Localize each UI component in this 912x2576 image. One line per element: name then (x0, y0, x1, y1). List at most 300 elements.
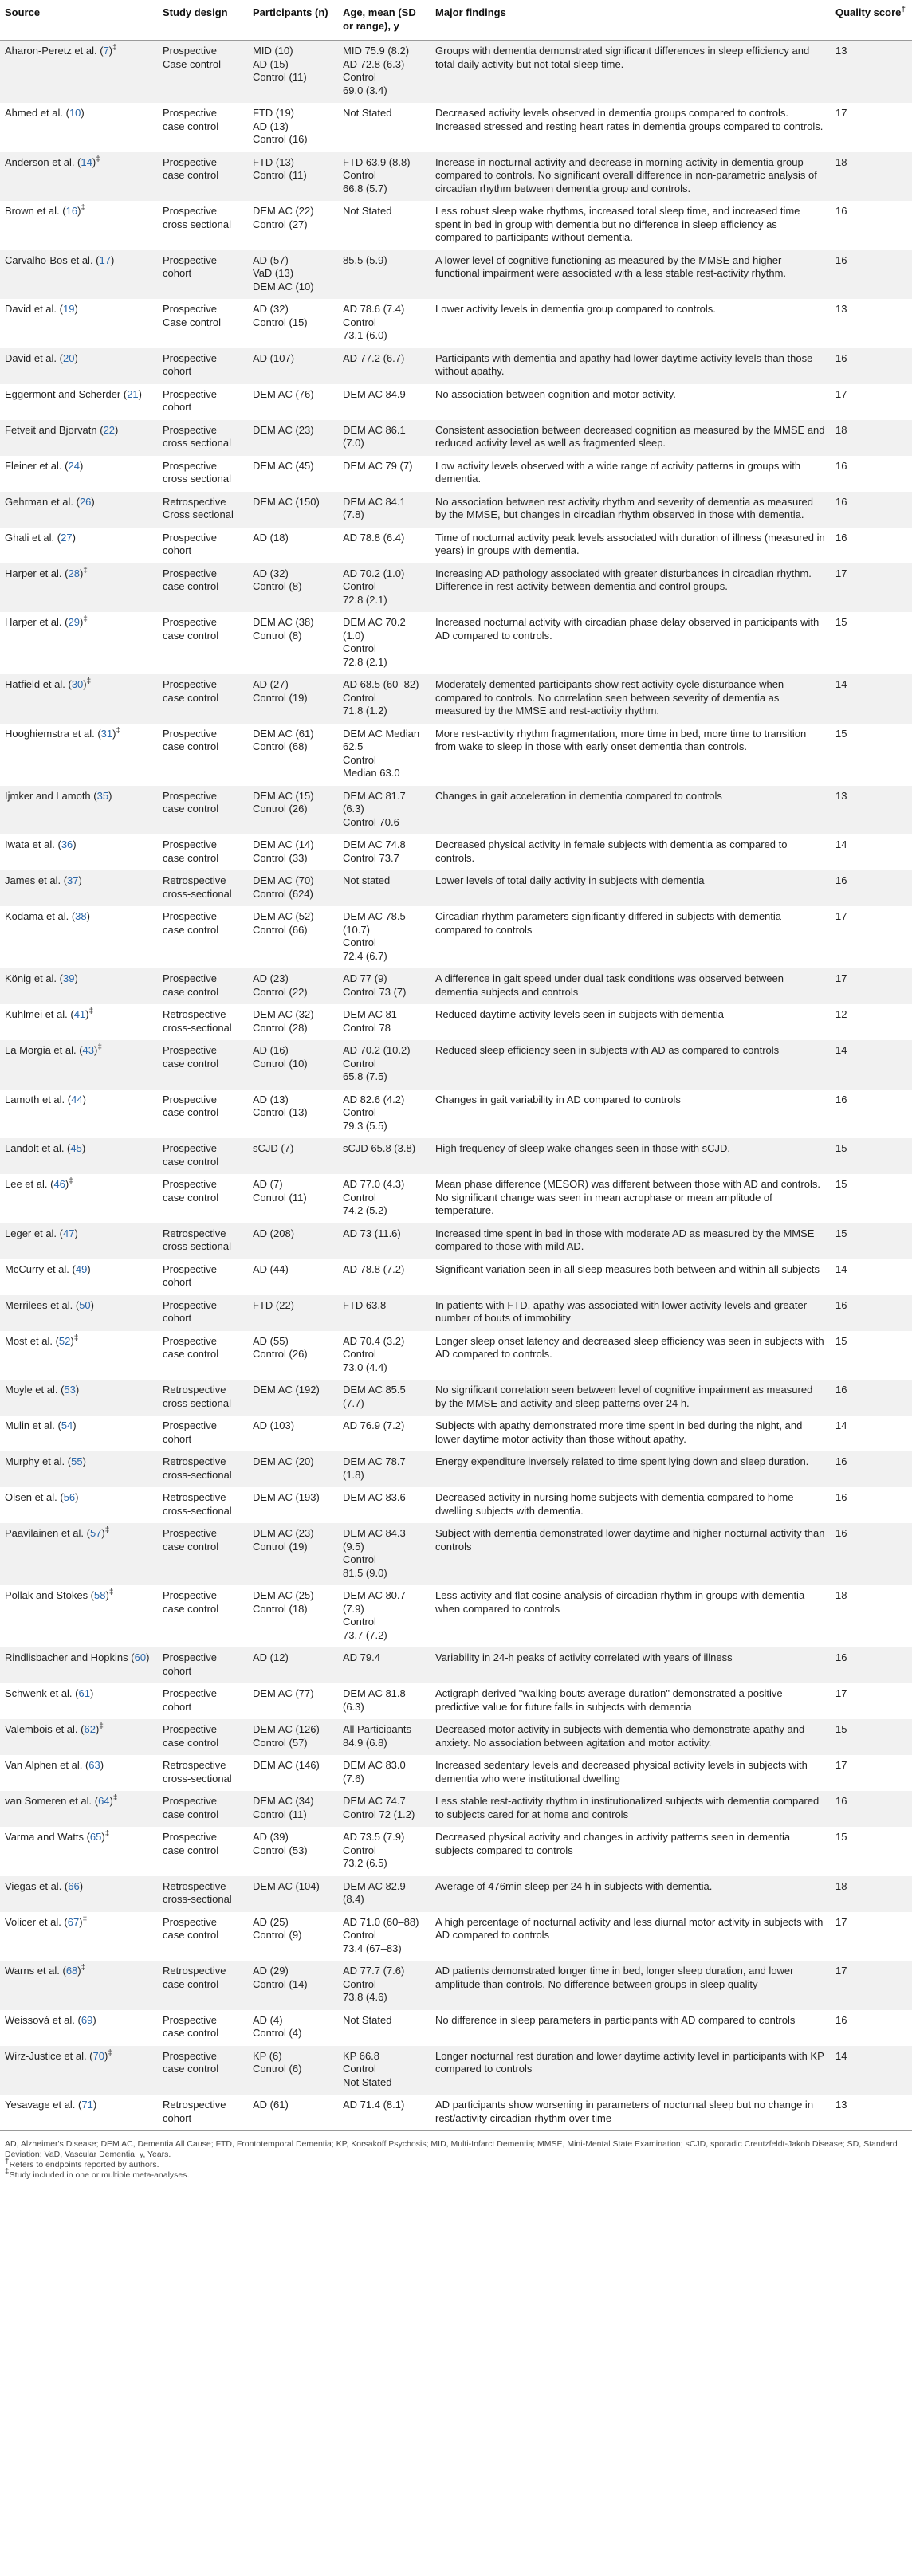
meta-analysis-marker: ‡ (69, 1176, 73, 1186)
reference-link[interactable]: 22 (103, 423, 116, 436)
cell-age: DEM AC 83.6 (343, 1491, 406, 1503)
reference-link[interactable]: 66 (68, 1879, 80, 1892)
reference-link[interactable]: 70 (92, 2049, 104, 2062)
reference-link[interactable]: 71 (81, 2099, 93, 2111)
cell-quality-score: 16 (831, 1647, 912, 1683)
source-close-paren: ) (81, 107, 85, 119)
cell-study-design: Prospective cohort (158, 348, 248, 384)
header-quality-score-label: Quality score (835, 6, 902, 18)
cell-quality-score: 18 (831, 1876, 912, 1912)
table-row (0, 1090, 912, 1139)
source-close-paren: ) (101, 1527, 105, 1539)
reference-link[interactable]: 31 (100, 727, 113, 740)
source-close-paren: ) (79, 1879, 84, 1892)
cell-participants: FTD (13) Control (11) (248, 152, 338, 202)
source-close-paren: ) (100, 1759, 104, 1771)
cell-quality-score: 15 (835, 1178, 847, 1190)
source-author: Most et al. ( (5, 1334, 59, 1347)
header-quality-score (831, 0, 912, 41)
source-close-paren: ) (74, 351, 78, 364)
cell-source (0, 1791, 158, 1827)
cell-age: DEM AC 79 (7) (343, 459, 413, 472)
source-author: Fleiner et al. ( (5, 459, 69, 472)
header-source: Source (0, 0, 158, 41)
source-close-paren: ) (81, 1142, 86, 1154)
cell-source (0, 250, 158, 300)
cell-study-design: Prospective cohort (163, 1262, 217, 1288)
cell-source (0, 1451, 158, 1487)
table-row (0, 1040, 912, 1090)
reference-link[interactable]: 49 (75, 1262, 88, 1275)
source-author: Landolt et al. ( (5, 1142, 71, 1154)
source-author: Merrilees et al. ( (5, 1298, 80, 1311)
cell-study-design: Prospective Case control (158, 41, 248, 104)
reference-link[interactable]: 57 (89, 1527, 102, 1539)
reference-link[interactable]: 63 (88, 1759, 100, 1771)
cell-age: FTD 63.9 (8.8) Control 66.8 (5.7) (338, 152, 430, 202)
reference-link[interactable]: 36 (61, 838, 73, 850)
cell-quality-score: 17 (831, 564, 912, 613)
cell-participants: DEM AC (126) Control (57) (248, 1719, 338, 1755)
cell-participants: KP (6) Control (6) (248, 2046, 338, 2095)
cell-study-design: Retrospective cross-sectional (158, 870, 248, 906)
cell-quality-score: 16 (831, 250, 912, 300)
cell-participants: DEM AC (61) Control (68) (253, 727, 314, 752)
reference-link[interactable]: 62 (84, 1723, 96, 1735)
cell-source (0, 1523, 158, 1585)
reference-link[interactable]: 68 (65, 1965, 78, 1977)
table-footnotes (0, 2131, 912, 2181)
cell-major-findings: Variability in 24-h peaks of activity correlated with years of illness (430, 1647, 831, 1683)
cell-study-design: Prospective cross sectional (163, 459, 231, 485)
cell-age: DEM AC 81.8 (6.3) (343, 1687, 406, 1713)
table-row (0, 384, 912, 420)
source-author: Aharon-Peretz et al. ( (5, 45, 104, 57)
table-row (0, 2010, 912, 2046)
source-author: David et al. ( (5, 351, 63, 364)
reference-link[interactable]: 21 (127, 387, 139, 400)
source-author: Olsen et al. ( (5, 1491, 64, 1503)
cell-age: DEM AC 85.5 (7.7) (338, 1380, 430, 1416)
source-author: James et al. ( (5, 874, 68, 886)
cell-age: DEM AC 74.7 Control 72 (1.2) (338, 1791, 430, 1827)
source-author: Warns et al. ( (5, 1965, 66, 1977)
cell-quality-score: 17 (835, 387, 847, 400)
cell-study-design: Retrospective case control (158, 1961, 248, 2010)
reference-link[interactable]: 7 (103, 45, 109, 57)
source-author: Eggermont and Scherder ( (5, 387, 128, 400)
source-author: David et al. ( (5, 303, 63, 315)
reference-link[interactable]: 35 (96, 789, 109, 802)
cell-major-findings: Reduced daytime activity levels seen in subjects with dementia (435, 1008, 725, 1020)
reference-link[interactable]: 52 (58, 1334, 71, 1347)
cell-participants: DEM AC (23) Control (19) (248, 1523, 338, 1585)
source-close-paren: ) (75, 1491, 79, 1503)
cell-major-findings: Moderately demented participants show rest activity cycle disturbance when compared to controls. No correlation seen between severity of dementia as measured by the MMSE and rest-activity rhythm. (430, 674, 831, 724)
cell-study-design: Prospective case control (158, 2046, 248, 2095)
cell-quality-score: 16 (835, 1491, 847, 1503)
cell-study-design: Prospective case control (163, 1831, 219, 1856)
cell-quality-score: 16 (831, 348, 912, 384)
cell-age: AD 77.2 (6.7) (338, 348, 430, 384)
reference-link[interactable]: 38 (75, 910, 87, 922)
table-row (0, 456, 912, 492)
cell-participants: AD (23) Control (22) (248, 968, 338, 1004)
cell-quality-score: 14 (831, 674, 912, 724)
cell-age: DEM AC 82.9 (8.4) (338, 1876, 430, 1912)
reference-link[interactable]: 44 (71, 1093, 83, 1105)
reference-link[interactable]: 61 (78, 1687, 90, 1699)
cell-age: Not Stated (343, 2013, 392, 2026)
reference-link[interactable]: 41 (73, 1008, 86, 1020)
source-author: Gehrman et al. ( (5, 495, 80, 508)
cell-quality-score: 17 (835, 1915, 847, 1928)
cell-source (0, 1755, 158, 1791)
cell-age: AD 77.7 (7.6) Control 73.8 (4.6) (338, 1961, 430, 2010)
meta-analysis-marker: ‡ (108, 2048, 112, 2058)
reference-link[interactable]: 58 (94, 1589, 106, 1601)
reference-link[interactable]: 19 (62, 303, 75, 315)
cell-age: AD 70.2 (1.0) Control 72.8 (2.1) (338, 564, 430, 613)
table-row (0, 299, 912, 348)
source-close-paren: ) (74, 972, 78, 984)
source-author: Ijmker and Lamoth ( (5, 789, 97, 802)
cell-study-design: Prospective case control (158, 1040, 248, 1090)
cell-study-design: Prospective case control (158, 1791, 248, 1827)
meta-analysis-marker: ‡ (83, 566, 88, 575)
cell-major-findings: A lower level of cognitive functioning as measured by the MMSE and higher functional impairment were associated with a less stable rest-activity rhythm. (430, 250, 831, 300)
header-age: Age, mean (SD or range), y (338, 0, 430, 41)
cell-study-design: Prospective cross sectional (158, 420, 248, 456)
cell-participants: DEM AC (70) Control (624) (248, 870, 338, 906)
cell-major-findings: AD participants show worsening in parameters of nocturnal sleep but no change in rest/activity circadian rhythm over time (430, 2095, 831, 2131)
source-close-paren: ) (90, 1298, 95, 1311)
cell-participants: AD (107) (248, 348, 338, 384)
cell-study-design: Retrospective cross-sectional (158, 1451, 248, 1487)
footnote-dagger-text: Refers to endpoints reported by authors. (9, 2160, 159, 2170)
cell-study-design: Prospective case control (158, 1719, 248, 1755)
source-author: Kuhlmei et al. ( (5, 1008, 74, 1020)
dagger-marker: † (901, 5, 906, 14)
cell-age: AD 73.5 (7.9) Control 73.2 (6.5) (343, 1831, 405, 1869)
source-author: Hooghiemstra et al. ( (5, 727, 101, 740)
cell-participants: FTD (22) (248, 1295, 338, 1331)
cell-major-findings: Actigraph derived "walking bouts average duration" demonstrated a positive predictive value for future falls in subjects with dementia (435, 1687, 783, 1713)
source-close-paren: ) (115, 423, 119, 436)
source-close-paren: ) (83, 678, 87, 690)
reference-link[interactable]: 39 (63, 972, 75, 984)
source-author: Lamoth et al. ( (5, 1093, 72, 1105)
cell-study-design: Prospective cohort (158, 1295, 248, 1331)
cell-age: DEM AC 86.1 (7.0) (338, 420, 430, 456)
cell-major-findings: Mean phase difference (MESOR) was different between those with AD and controls. No significant change was seen in mean acrophase or mean amplitude of temperature. (435, 1178, 820, 1216)
cell-major-findings: Longer nocturnal rest duration and lower daytime activity level in participants with KP compared to controls (430, 2046, 831, 2095)
source-close-paren: ) (91, 495, 95, 508)
cell-quality-score: 16 (835, 205, 847, 217)
cell-study-design: Prospective case control (163, 838, 219, 864)
cell-age: DEM AC 80.7 (7.9) Control 73.7 (7.2) (343, 1589, 406, 1641)
source-close-paren: ) (74, 303, 78, 315)
table-body (0, 41, 912, 2131)
cell-participants: AD (57) VaD (13) DEM AC (10) (248, 250, 338, 300)
source-author: Varma and Watts ( (5, 1831, 90, 1843)
cell-participants: AD (4) Control (4) (253, 2013, 302, 2039)
cell-age: AD 70.4 (3.2) Control 73.0 (4.4) (343, 1334, 405, 1373)
cell-quality-score: 16 (835, 459, 847, 472)
table-row (0, 1451, 912, 1487)
meta-analysis-marker: ‡ (81, 203, 85, 213)
cell-participants: DEM AC (45) (253, 459, 314, 472)
reference-link[interactable]: 29 (68, 616, 80, 628)
reference-link[interactable]: 55 (71, 1455, 83, 1467)
cell-major-findings: Decreased motor activity in subjects with dementia who demonstrate apathy and anxiety. No association between agitation and motor activity. (430, 1719, 831, 1755)
source-author: Iwata et al. ( (5, 838, 61, 850)
cell-study-design: Prospective case control (158, 1523, 248, 1585)
cell-quality-score: 15 (835, 1334, 847, 1347)
cell-quality-score: 17 (835, 910, 847, 922)
meta-analysis-marker: ‡ (82, 1914, 88, 1924)
reference-link[interactable]: 16 (65, 205, 78, 217)
cell-age: DEM AC 78.7 (1.8) (338, 1451, 430, 1487)
reference-link[interactable]: 53 (64, 1384, 76, 1396)
cell-source (0, 41, 158, 104)
cell-participants: DEM AC (192) (248, 1380, 338, 1416)
cell-study-design: Prospective Case control (163, 303, 221, 328)
source-author: McCurry et al. ( (5, 1262, 76, 1275)
cell-study-design: Retrospective cohort (158, 2095, 248, 2131)
cell-quality-score: 16 (831, 1380, 912, 1416)
cell-quality-score: 16 (835, 2013, 847, 2026)
cell-study-design: Prospective case control (163, 1589, 219, 1615)
reference-link[interactable]: 28 (68, 567, 80, 579)
cell-major-findings: No difference in sleep parameters in participants with AD compared to controls (435, 2013, 796, 2026)
source-close-paren: ) (108, 45, 113, 57)
cell-age: AD 78.8 (6.4) (343, 531, 405, 544)
cell-major-findings: Less robust sleep wake rhythms, increased total sleep time, and increased time spent in bed in group with dementia but no difference in sleep efficiency as compared to participants without dementia. (435, 205, 800, 243)
cell-source (0, 492, 158, 528)
cell-participants: AD (55) Control (26) (253, 1334, 308, 1360)
cell-source (0, 2010, 158, 2046)
cell-study-design: Prospective case control (163, 1915, 219, 1941)
cell-source (0, 1174, 158, 1223)
table-row (0, 201, 912, 250)
cell-major-findings: AD patients demonstrated longer time in bed, longer sleep duration, and lower amplitude than controls. No difference between groups in sleep quality (430, 1961, 831, 2010)
meta-analysis-marker: ‡ (108, 1588, 114, 1597)
source-close-paren: ) (92, 155, 96, 168)
source-author: Wirz-Justice et al. ( (5, 2049, 93, 2062)
reference-link[interactable]: 56 (63, 1491, 76, 1503)
table-row (0, 968, 912, 1004)
cell-quality-score: 16 (831, 870, 912, 906)
cell-age: DEM AC 84.3 (9.5) Control 81.5 (9.0) (338, 1523, 430, 1585)
cell-quality-score: 15 (831, 1138, 912, 1174)
cell-source (0, 1487, 158, 1523)
source-author: Leger et al. ( (5, 1227, 63, 1239)
source-author: Ghali et al. ( (5, 531, 61, 544)
reference-link[interactable]: 65 (89, 1831, 102, 1843)
header-major-findings: Major findings (430, 0, 831, 41)
cell-quality-score: 16 (835, 531, 847, 544)
cell-source (0, 1647, 158, 1683)
cell-quality-score: 16 (835, 1093, 847, 1105)
reference-link[interactable]: 69 (81, 2013, 93, 2026)
reference-link[interactable]: 47 (63, 1227, 75, 1239)
reference-link[interactable]: 20 (62, 351, 75, 364)
cell-major-findings: Energy expenditure inversely related to time spent lying down and sleep duration. (430, 1451, 831, 1487)
cell-major-findings: High frequency of sleep wake changes seen in those with sCJD. (430, 1138, 831, 1174)
cell-source (0, 870, 158, 906)
cell-source (0, 103, 158, 152)
table-row (0, 724, 912, 786)
meta-analysis-marker: ‡ (81, 1963, 86, 1973)
cell-study-design: Prospective cohort (158, 1647, 248, 1683)
meta-analysis-marker: ‡ (88, 1007, 94, 1016)
cell-study-design: Prospective case control (163, 2013, 219, 2039)
cell-quality-score: 15 (831, 1223, 912, 1259)
reference-link[interactable]: 45 (70, 1142, 82, 1154)
table-row (0, 1961, 912, 2010)
cell-major-findings: Increasing AD pathology associated with greater disturbances in circadian rhythm. Difference in rest-activity between dementia and control groups. (430, 564, 831, 613)
table-row (0, 420, 912, 456)
source-author: Ahmed et al. ( (5, 107, 69, 119)
cell-study-design: Prospective cross sectional (163, 205, 231, 230)
cell-study-design: Prospective case control (158, 674, 248, 724)
cell-major-findings: A difference in gait speed under dual task conditions was observed between dementia subjects and controls (430, 968, 831, 1004)
cell-age: DEM AC 81 Control 78 (343, 1008, 397, 1034)
cell-source (0, 1090, 158, 1139)
table-row (0, 250, 912, 300)
table-row (0, 2095, 912, 2131)
cell-source (0, 1331, 158, 1380)
reference-link[interactable]: 17 (99, 253, 111, 266)
reference-link[interactable]: 27 (61, 531, 73, 544)
table-row (0, 564, 912, 613)
cell-study-design: Prospective cohort (163, 1687, 217, 1713)
reference-link[interactable]: 67 (67, 1915, 80, 1928)
table-row (0, 2046, 912, 2095)
cell-major-findings: Increase in nocturnal activity and decrease in morning activity in dementia group compared to controls. No significant overall difference in non-parametric analysis of circadian rhythm between dementia group and controls. (430, 152, 831, 202)
cell-major-findings: Increased sedentary levels and decreased physical activity levels in subjects with dementia who were institutional dwelling (435, 1759, 808, 1785)
cell-study-design: Retrospective cross-sectional (163, 1759, 232, 1785)
cell-participants: DEM AC (34) Control (11) (248, 1791, 338, 1827)
cell-participants: DEM AC (25) Control (18) (253, 1589, 314, 1615)
reference-link[interactable]: 60 (134, 1651, 147, 1663)
source-close-paren: ) (73, 1420, 77, 1431)
cell-study-design: Retrospective cross-sectional (163, 1008, 232, 1034)
source-author: Kodama et al. ( (5, 910, 76, 922)
reference-link[interactable]: 10 (69, 107, 81, 119)
cell-major-findings: Increased time spent in bed in those with moderate AD as measured by the MMSE compared to those with mild AD. (430, 1223, 831, 1259)
reference-link[interactable]: 64 (98, 1795, 110, 1807)
cell-study-design: Prospective cohort (163, 387, 217, 413)
cell-age: AD 77 (9) Control 73 (7) (338, 968, 430, 1004)
cell-major-findings: Less activity and flat cosine analysis of circadian rhythm in groups with dementia when compared to controls (435, 1589, 805, 1615)
cell-quality-score: 18 (831, 420, 912, 456)
cell-study-design: Retrospective cross sectional (158, 1380, 248, 1416)
cell-source (0, 528, 158, 564)
source-close-paren: ) (105, 1589, 109, 1601)
cell-major-findings: Average of 476min sleep per 24 h in subjects with dementia. (430, 1876, 831, 1912)
cell-age: DEM AC 74.8 Control 73.7 (343, 838, 406, 864)
source-author: Murphy et al. ( (5, 1455, 72, 1467)
reference-link[interactable]: 30 (71, 678, 84, 690)
source-close-paren: ) (101, 1831, 105, 1843)
cell-age: AD 78.8 (7.2) (343, 1262, 405, 1275)
meta-analysis-marker: ‡ (112, 1793, 118, 1803)
source-close-paren: ) (87, 1262, 91, 1275)
cell-major-findings: Consistent association between decreased cognition as measured by the MMSE and reduced activity level as well as fragmented sleep. (430, 420, 831, 456)
cell-quality-score: 17 (835, 107, 847, 119)
cell-major-findings: Longer sleep onset latency and decreased sleep efficiency was seen in subjects with AD compared to controls. (435, 1334, 824, 1360)
table-row (0, 1295, 912, 1331)
reference-link[interactable]: 26 (79, 495, 92, 508)
source-close-paren: ) (95, 1723, 100, 1735)
cell-participants: DEM AC (77) (253, 1687, 314, 1699)
cell-quality-score: 15 (831, 1719, 912, 1755)
reference-link[interactable]: 37 (67, 874, 79, 886)
source-author: Fetveit and Bjorvatn ( (5, 423, 104, 436)
source-close-paren: ) (79, 567, 84, 579)
cell-major-findings: Decreased physical activity in female subjects with dementia as compared to controls. (435, 838, 788, 864)
reference-link[interactable]: 14 (81, 155, 92, 168)
cell-quality-score: 14 (831, 2046, 912, 2095)
source-author: Paavilainen et al. ( (5, 1527, 90, 1539)
reference-link[interactable]: 24 (68, 459, 80, 472)
source-close-paren: ) (70, 1334, 74, 1347)
cell-major-findings: No association between rest activity rhythm and severity of dementia as measured by the MMSE, but changes in circadian rhythm observed in those with dementia. (430, 492, 831, 528)
source-close-paren: ) (85, 1008, 89, 1020)
cell-quality-score: 13 (831, 2095, 912, 2131)
cell-quality-score: 17 (835, 1687, 847, 1699)
cell-major-findings: Decreased activity levels observed in dementia groups compared to controls. Increased stressed and resting heart rates in dementia groups compared to controls. (435, 107, 824, 132)
cell-major-findings: Participants with dementia and apathy had lower daytime activity levels than those without apathy. (430, 348, 831, 384)
table-row (0, 834, 912, 870)
source-author: Brown et al. ( (5, 205, 66, 217)
source-close-paren: ) (65, 1178, 69, 1190)
cell-source (0, 2046, 158, 2095)
cell-quality-score: 14 (835, 838, 847, 850)
cell-quality-score: 14 (835, 1420, 847, 1431)
cell-quality-score: 13 (835, 303, 847, 315)
cell-source (0, 1876, 158, 1912)
source-close-paren: ) (110, 253, 115, 266)
cell-age: Not Stated (343, 205, 392, 217)
cell-quality-score: 13 (831, 41, 912, 104)
cell-study-design: Retrospective cross-sectional (163, 1491, 232, 1517)
cell-major-findings: A high percentage of nocturnal activity and less diurnal motor activity in subjects with AD compared to controls (435, 1915, 824, 1941)
meta-analysis-marker: ‡ (96, 155, 100, 164)
footnote-dagger-marker: † (5, 2157, 10, 2166)
table-row (0, 1647, 912, 1683)
cell-source (0, 1223, 158, 1259)
cell-major-findings: Changes in gait acceleration in dementia compared to controls (430, 786, 831, 835)
cell-source (0, 1295, 158, 1331)
reference-link[interactable]: 43 (82, 1044, 95, 1056)
cell-participants: AD (39) Control (53) (253, 1831, 308, 1856)
reference-link[interactable]: 54 (61, 1420, 73, 1431)
reference-link[interactable]: 46 (53, 1178, 65, 1190)
cell-age: AD 71.4 (8.1) (338, 2095, 430, 2131)
source-close-paren: ) (108, 789, 112, 802)
cell-major-findings: Lower levels of total daily activity in subjects with dementia (430, 870, 831, 906)
reference-link[interactable]: 50 (79, 1298, 91, 1311)
cell-quality-score: 18 (835, 1589, 847, 1601)
cell-study-design: Prospective case control (163, 1093, 219, 1118)
cell-quality-score: 17 (831, 968, 912, 1004)
source-close-paren: ) (138, 387, 143, 400)
table-row (0, 492, 912, 528)
cell-participants: DEM AC (22) Control (27) (253, 205, 314, 230)
